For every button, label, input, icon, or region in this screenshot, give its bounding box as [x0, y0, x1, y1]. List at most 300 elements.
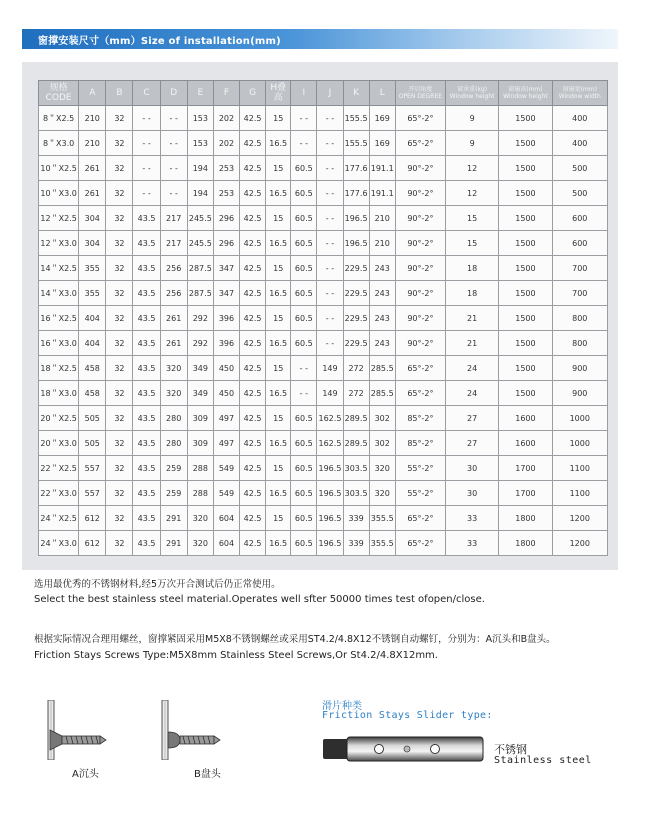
table-cell: 60.5 — [291, 406, 317, 431]
table-row — [39, 481, 608, 506]
table-cell: 65°-2° — [395, 106, 445, 131]
table-cell: 500 — [552, 156, 607, 181]
table-cell: 30 — [446, 481, 499, 506]
table-cell: 1500 — [499, 281, 552, 306]
column-header: F — [213, 81, 239, 106]
table-cell: 24 — [446, 381, 499, 406]
table-cell: 339 — [343, 506, 369, 531]
table-cell: 261 — [160, 331, 187, 356]
table-cell: 42.5 — [240, 306, 266, 331]
table-cell: 60.5 — [291, 281, 317, 306]
table-cell: 9 — [446, 106, 499, 131]
table-cell: 32 — [106, 231, 133, 256]
table-row — [39, 506, 608, 531]
table-cell: 21 — [446, 331, 499, 356]
table-cell: 900 — [552, 381, 607, 406]
table-cell: 497 — [213, 431, 239, 456]
table-cell: 243 — [369, 256, 395, 281]
table-cell: 280 — [160, 431, 187, 456]
countersunk-screw-icon — [44, 700, 108, 760]
pan-head-screw-label: B盘头 — [194, 769, 221, 780]
slider-material-cn: 不锈钢 — [494, 743, 527, 756]
table-cell: 60.5 — [291, 481, 317, 506]
table-row — [39, 406, 608, 431]
table-cell: 43.5 — [133, 256, 160, 281]
table-cell: 396 — [213, 331, 239, 356]
table-cell: - - — [317, 106, 343, 131]
row-code-cell: 22＂X3.0 — [39, 481, 79, 506]
table-cell: 292 — [187, 331, 213, 356]
table-cell: 229.5 — [343, 306, 369, 331]
table-cell: 42.5 — [240, 156, 266, 181]
table-cell: - - — [317, 231, 343, 256]
table-cell: 15 — [266, 406, 291, 431]
table-cell: 90°-2° — [395, 256, 445, 281]
table-cell: 243 — [369, 306, 395, 331]
table-cell: 42.5 — [240, 506, 266, 531]
table-cell: 16.5 — [266, 231, 291, 256]
table-cell: 42.5 — [240, 356, 266, 381]
table-cell: 1600 — [499, 431, 552, 456]
table-cell: 1500 — [499, 331, 552, 356]
column-header: A — [79, 81, 106, 106]
table-cell: 162.5 — [317, 406, 343, 431]
row-code-cell: 12＂X3.0 — [39, 231, 79, 256]
table-cell: 18 — [446, 256, 499, 281]
table-cell: 261 — [160, 306, 187, 331]
table-cell: 43.5 — [133, 456, 160, 481]
screws-note-cn: 根据实际情况合理用螺丝，窗撑紧固采用M5X8不锈钢螺丝或采用ST4.2/4.8X12不锈钢自动螺钉，分别为：A沉头和B盘头。 — [34, 634, 556, 645]
table-cell: 85°-2° — [395, 406, 445, 431]
table-cell: 33 — [446, 531, 499, 556]
table-cell: 549 — [213, 456, 239, 481]
table-cell: 612 — [79, 531, 106, 556]
table-cell: 604 — [213, 506, 239, 531]
table-cell: 1200 — [552, 506, 607, 531]
table-cell: 32 — [106, 106, 133, 131]
row-code-cell: 24＂X3.0 — [39, 531, 79, 556]
table-cell: 15 — [266, 456, 291, 481]
column-header: K — [343, 81, 369, 106]
table-cell: 43.5 — [133, 356, 160, 381]
table-cell: 16.5 — [266, 431, 291, 456]
row-code-cell: 18＂X3.0 — [39, 381, 79, 406]
table-cell: 42.5 — [240, 381, 266, 406]
table-cell: 15 — [266, 156, 291, 181]
table-cell: 355 — [79, 281, 106, 306]
table-cell: 612 — [79, 506, 106, 531]
table-cell: 202 — [213, 131, 239, 156]
table-cell: 32 — [106, 156, 133, 181]
table-cell: 32 — [106, 356, 133, 381]
table-cell: 302 — [369, 431, 395, 456]
table-cell: 15 — [266, 206, 291, 231]
table-row — [39, 531, 608, 556]
table-row — [39, 131, 608, 156]
table-cell: 210 — [79, 131, 106, 156]
table-cell: 65°-2° — [395, 131, 445, 156]
column-header: L — [369, 81, 395, 106]
table-cell: 149 — [317, 381, 343, 406]
table-cell: 497 — [213, 406, 239, 431]
table-cell: - - — [317, 281, 343, 306]
table-cell: 55°-2° — [395, 481, 445, 506]
table-cell: 60.5 — [291, 231, 317, 256]
table-cell: - - — [133, 181, 160, 206]
table-cell: 285.5 — [369, 356, 395, 381]
table-cell: 55°-2° — [395, 456, 445, 481]
table-row — [39, 331, 608, 356]
table-cell: 155.5 — [343, 131, 369, 156]
table-cell: 32 — [106, 406, 133, 431]
table-cell: 43.5 — [133, 531, 160, 556]
table-cell: 253 — [213, 181, 239, 206]
table-cell: 404 — [79, 306, 106, 331]
table-cell: 42.5 — [240, 281, 266, 306]
table-row — [39, 281, 608, 306]
row-code-cell: 14＂X3.0 — [39, 281, 79, 306]
table-cell: 85°-2° — [395, 431, 445, 456]
table-cell: 259 — [160, 456, 187, 481]
table-cell: 700 — [552, 281, 607, 306]
table-cell: 320 — [369, 456, 395, 481]
table-cell: 285.5 — [369, 381, 395, 406]
table-cell: 65°-2° — [395, 531, 445, 556]
column-header: 窗扇高(mm) Window height — [499, 81, 552, 106]
table-cell: 210 — [369, 206, 395, 231]
table-cell: 43.5 — [133, 431, 160, 456]
row-code-cell: 20＂X3.0 — [39, 431, 79, 456]
table-cell: 1000 — [552, 431, 607, 456]
table-header-row — [39, 81, 608, 106]
table-cell: 27 — [446, 431, 499, 456]
table-cell: 12 — [446, 156, 499, 181]
column-header: 规格 CODE — [39, 81, 79, 106]
table-cell: 217 — [160, 231, 187, 256]
table-cell: 1500 — [499, 256, 552, 281]
table-cell: 557 — [79, 456, 106, 481]
table-cell: 1600 — [499, 406, 552, 431]
table-cell: 32 — [106, 306, 133, 331]
row-code-cell: 10＂X3.0 — [39, 181, 79, 206]
table-cell: 600 — [552, 231, 607, 256]
table-cell: 42.5 — [240, 256, 266, 281]
column-header: E — [187, 81, 213, 106]
table-cell: 32 — [106, 181, 133, 206]
table-cell: 272 — [343, 356, 369, 381]
table-row — [39, 181, 608, 206]
table-cell: 43.5 — [133, 406, 160, 431]
table-cell: - - — [291, 131, 317, 156]
table-cell: 1500 — [499, 306, 552, 331]
table-cell: 194 — [187, 156, 213, 181]
table-cell: 404 — [79, 331, 106, 356]
screws-note-en: Friction Stays Screws Type:M5X8mm Stainless Steel Screws,Or St4.2/4.8X12mm. — [34, 650, 438, 661]
table-cell: 194 — [187, 181, 213, 206]
pan-head-screw-icon — [158, 700, 222, 760]
table-cell: 1800 — [499, 531, 552, 556]
table-cell: 320 — [369, 481, 395, 506]
table-cell: 162.5 — [317, 431, 343, 456]
table-cell: 256 — [160, 256, 187, 281]
table-row — [39, 206, 608, 231]
table-cell: 43.5 — [133, 206, 160, 231]
table-cell: 302 — [369, 406, 395, 431]
table-cell: 90°-2° — [395, 281, 445, 306]
table-cell: 196.5 — [317, 481, 343, 506]
table-cell: 15 — [266, 506, 291, 531]
table-row — [39, 106, 608, 131]
table-row — [39, 256, 608, 281]
table-cell: 43.5 — [133, 331, 160, 356]
table-cell: - - — [133, 131, 160, 156]
table-cell: 800 — [552, 306, 607, 331]
table-row — [39, 156, 608, 181]
column-header: D — [160, 81, 187, 106]
table-cell: 60.5 — [291, 156, 317, 181]
table-cell: 43.5 — [133, 306, 160, 331]
table-row — [39, 381, 608, 406]
table-cell: 16.5 — [266, 281, 291, 306]
table-cell: 1100 — [552, 456, 607, 481]
table-cell: 15 — [446, 231, 499, 256]
table-cell: 280 — [160, 406, 187, 431]
table-cell: - - — [133, 156, 160, 181]
table-cell: 90°-2° — [395, 156, 445, 181]
table-cell: 42.5 — [240, 406, 266, 431]
table-cell: 259 — [160, 481, 187, 506]
table-cell: 60.5 — [291, 456, 317, 481]
table-cell: 355 — [79, 256, 106, 281]
column-header: B — [106, 81, 133, 106]
table-cell: 32 — [106, 481, 133, 506]
table-cell: 261 — [79, 156, 106, 181]
table-cell: 210 — [369, 231, 395, 256]
installation-size-table — [38, 80, 608, 556]
table-cell: 217 — [160, 206, 187, 231]
table-cell: - - — [160, 156, 187, 181]
table-cell: 196.5 — [343, 206, 369, 231]
table-cell: 42.5 — [240, 206, 266, 231]
table-cell: 309 — [187, 431, 213, 456]
table-cell: 800 — [552, 331, 607, 356]
table-cell: 21 — [446, 306, 499, 331]
table-cell: 16.5 — [266, 181, 291, 206]
table-cell: 12 — [446, 181, 499, 206]
column-header: C — [133, 81, 160, 106]
table-cell: 60.5 — [291, 306, 317, 331]
slider-material-en: Stainless steel — [494, 755, 592, 766]
table-cell: 1500 — [499, 131, 552, 156]
table-cell: 15 — [446, 206, 499, 231]
row-code-cell: 10＂X2.5 — [39, 156, 79, 181]
table-cell: 169 — [369, 131, 395, 156]
table-cell: 253 — [213, 156, 239, 181]
table-cell: 320 — [160, 356, 187, 381]
table-cell: 505 — [79, 406, 106, 431]
table-cell: 43.5 — [133, 506, 160, 531]
table-cell: 42.5 — [240, 131, 266, 156]
table-row — [39, 306, 608, 331]
table-cell: 291 — [160, 531, 187, 556]
table-cell: 42.5 — [240, 481, 266, 506]
column-header: 窗扇宽(mm) Window width — [552, 81, 607, 106]
row-code-cell: 22＂X2.5 — [39, 456, 79, 481]
table-cell: - - — [291, 381, 317, 406]
table-cell: 349 — [187, 381, 213, 406]
column-header: I — [291, 81, 317, 106]
table-cell: 18 — [446, 281, 499, 306]
table-cell: 549 — [213, 481, 239, 506]
table-cell: 27 — [446, 406, 499, 431]
table-cell: 400 — [552, 131, 607, 156]
table-cell: 355.5 — [369, 506, 395, 531]
row-code-cell: 12＂X2.5 — [39, 206, 79, 231]
table-row — [39, 456, 608, 481]
table-cell: 32 — [106, 381, 133, 406]
table-cell: 32 — [106, 331, 133, 356]
table-cell: 60.5 — [291, 181, 317, 206]
table-row — [39, 431, 608, 456]
row-code-cell: 8＂X3.0 — [39, 131, 79, 156]
table-cell: 458 — [79, 356, 106, 381]
table-cell: 272 — [343, 381, 369, 406]
table-cell: 16.5 — [266, 131, 291, 156]
table-cell: 169 — [369, 106, 395, 131]
column-header: G — [240, 81, 266, 106]
table-cell: 15 — [266, 306, 291, 331]
table-cell: 288 — [187, 456, 213, 481]
table-cell: 243 — [369, 331, 395, 356]
table-cell: 450 — [213, 381, 239, 406]
table-cell: 15 — [266, 256, 291, 281]
table-cell: 288 — [187, 481, 213, 506]
table-cell: 292 — [187, 306, 213, 331]
table-cell: 1500 — [499, 231, 552, 256]
table-cell: 400 — [552, 106, 607, 131]
table-cell: 500 — [552, 181, 607, 206]
table-cell: 320 — [187, 506, 213, 531]
table-cell: 177.6 — [343, 156, 369, 181]
table-cell: 43.5 — [133, 281, 160, 306]
page-title: 窗撑安装尺寸（mm）Size of installation(mm) — [38, 36, 281, 47]
table-row — [39, 356, 608, 381]
table-cell: 16.5 — [266, 331, 291, 356]
table-cell: 287.5 — [187, 256, 213, 281]
table-cell: 1800 — [499, 506, 552, 531]
table-cell: 396 — [213, 306, 239, 331]
row-code-cell: 24＂X2.5 — [39, 506, 79, 531]
table-cell: 9 — [446, 131, 499, 156]
column-header: 窗承重(kg) Window height — [446, 81, 499, 106]
table-cell: 202 — [213, 106, 239, 131]
table-cell: 32 — [106, 206, 133, 231]
table-cell: 43.5 — [133, 381, 160, 406]
table-cell: - - — [317, 181, 343, 206]
table-cell: - - — [160, 181, 187, 206]
table-cell: 289.5 — [343, 431, 369, 456]
table-cell: 90°-2° — [395, 231, 445, 256]
countersunk-screw-label: A沉头 — [72, 769, 99, 780]
table-body — [39, 106, 608, 556]
table-cell: 149 — [317, 356, 343, 381]
column-header: 开启角度 OPEN DEGREE — [395, 81, 445, 106]
table-cell: 261 — [79, 181, 106, 206]
table-row — [39, 231, 608, 256]
table-cell: 32 — [106, 506, 133, 531]
table-cell: - - — [133, 106, 160, 131]
table-cell: 32 — [106, 431, 133, 456]
table-cell: 177.6 — [343, 181, 369, 206]
column-header: H叠高 — [266, 81, 291, 106]
table-cell: 303.5 — [343, 456, 369, 481]
table-cell: 320 — [187, 531, 213, 556]
table-cell: 458 — [79, 381, 106, 406]
slider-type-title-en: Friction Stays Slider type: — [322, 710, 493, 721]
table-cell: 210 — [79, 106, 106, 131]
table-cell: 229.5 — [343, 256, 369, 281]
row-code-cell: 16＂X3.0 — [39, 331, 79, 356]
table-cell: - - — [291, 356, 317, 381]
table-cell: 153 — [187, 131, 213, 156]
table-cell: 1700 — [499, 481, 552, 506]
table-cell: 65°-2° — [395, 506, 445, 531]
table-cell: 32 — [106, 256, 133, 281]
table-cell: 42.5 — [240, 106, 266, 131]
table-cell: 24 — [446, 356, 499, 381]
table-cell: 557 — [79, 481, 106, 506]
stainless-slider-image — [323, 735, 485, 763]
table-cell: 90°-2° — [395, 331, 445, 356]
table-cell: 153 — [187, 106, 213, 131]
table-cell: - - — [317, 206, 343, 231]
table-cell: 1500 — [499, 181, 552, 206]
column-header: J — [317, 81, 343, 106]
table-cell: 296 — [213, 231, 239, 256]
table-cell: - - — [317, 156, 343, 181]
table-cell: - - — [291, 106, 317, 131]
table-cell: - - — [317, 331, 343, 356]
table-cell: 1100 — [552, 481, 607, 506]
table-cell: 304 — [79, 231, 106, 256]
table-cell: 349 — [187, 356, 213, 381]
table-cell: 196.5 — [343, 231, 369, 256]
table-cell: 155.5 — [343, 106, 369, 131]
table-cell: 229.5 — [343, 331, 369, 356]
table-cell: 42.5 — [240, 231, 266, 256]
slider-type-title-cn: 滑片种类 — [322, 701, 362, 712]
table-cell: 291 — [160, 506, 187, 531]
table-cell: 33 — [446, 506, 499, 531]
table-cell: 60.5 — [291, 256, 317, 281]
table-cell: 16.5 — [266, 481, 291, 506]
table-cell: 191.1 — [369, 156, 395, 181]
table-cell: 15 — [266, 356, 291, 381]
table-cell: 1500 — [499, 381, 552, 406]
table-cell: 32 — [106, 456, 133, 481]
table-cell: - - — [317, 256, 343, 281]
table-cell: 15 — [266, 106, 291, 131]
material-note-cn: 选用最优秀的不锈钢材料,经5万次开合测试后仍正常使用。 — [34, 579, 281, 590]
row-code-cell: 14＂X2.5 — [39, 256, 79, 281]
table-cell: 60.5 — [291, 331, 317, 356]
table-cell: 42.5 — [240, 181, 266, 206]
table-cell: 1500 — [499, 206, 552, 231]
table-cell: 450 — [213, 356, 239, 381]
table-cell: 196.5 — [317, 531, 343, 556]
table-cell: 1000 — [552, 406, 607, 431]
table-cell: 303.5 — [343, 481, 369, 506]
